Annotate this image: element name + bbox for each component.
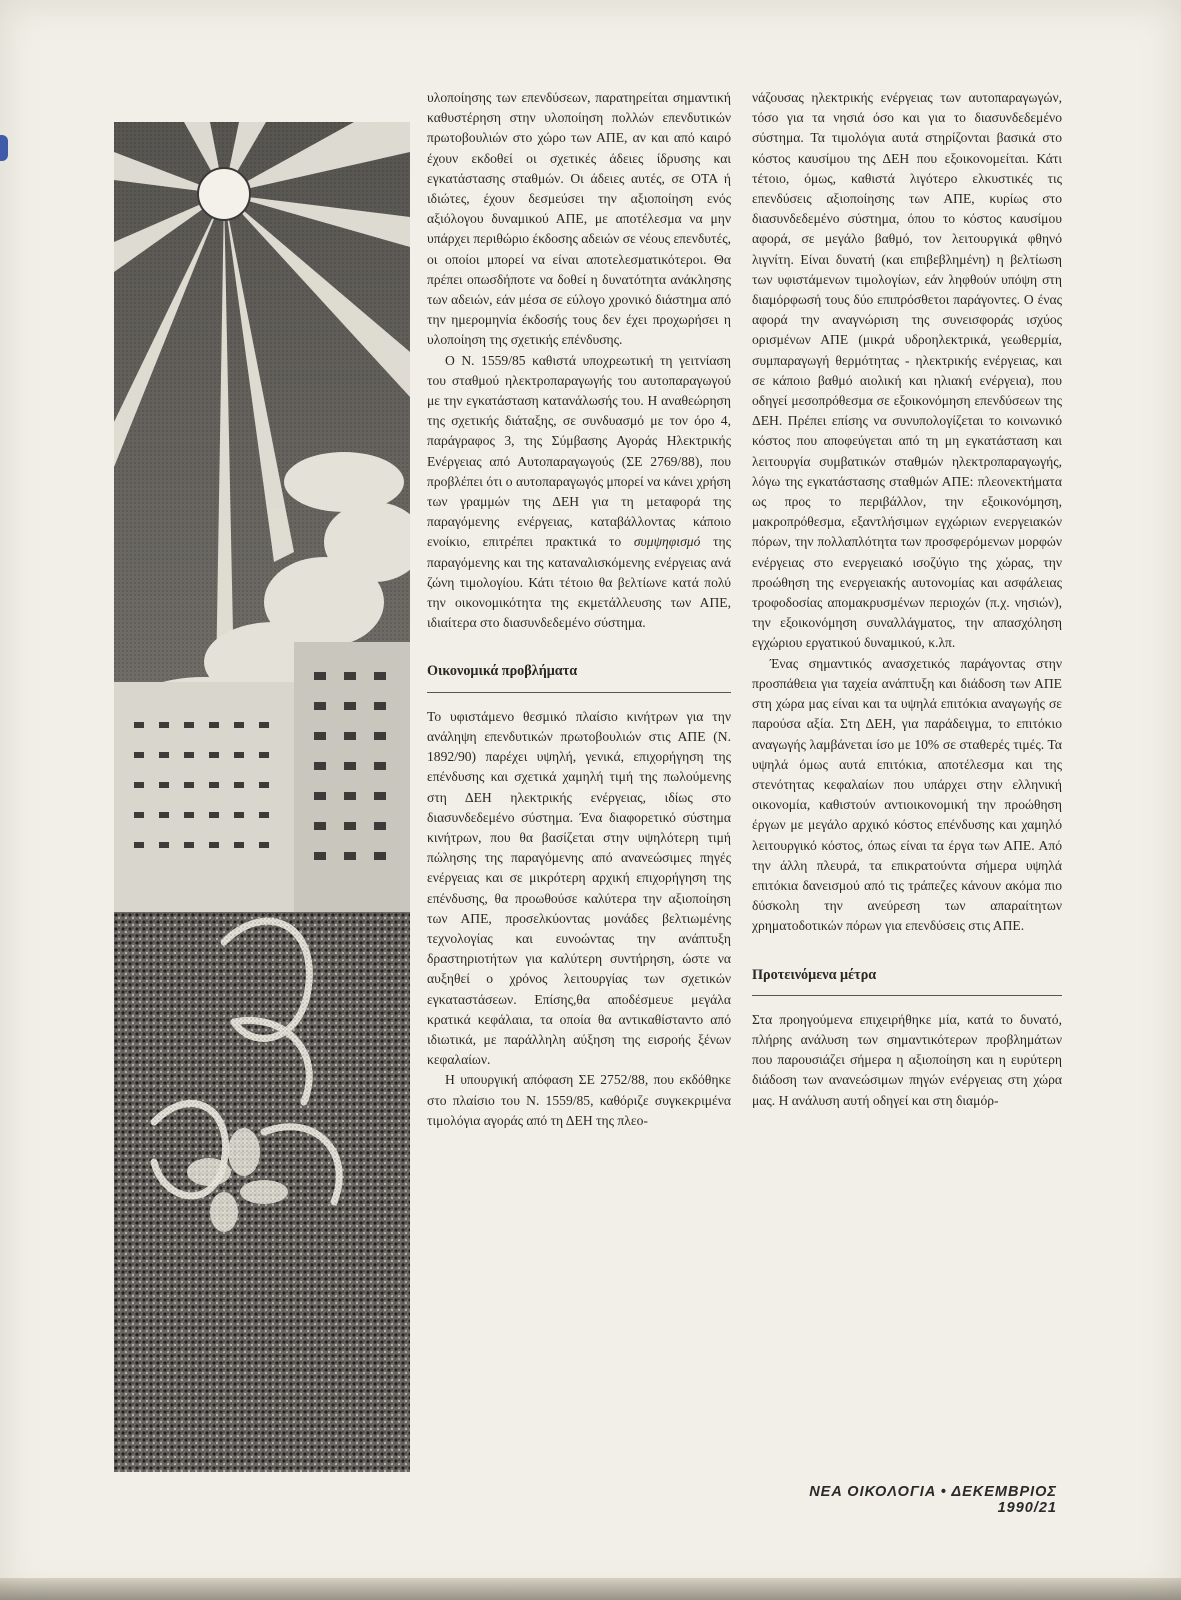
section-heading: Προτεινόμενα μέτρα — [752, 965, 1062, 996]
page-bottom-edge — [0, 1578, 1181, 1600]
paragraph-text: της παραγόμενης και της καταναλισκόμενης ενέργειας ανά ζώνη τιμολογίου. Κάτι τέτοιο θα βελτίωνε κατά πολύ την οικονομικότητα της εκμετάλλευσης των ΑΠΕ, ιδιαίτερα στο διασυνδεδεμένο σύστημα. — [427, 534, 731, 631]
left-text-column — [427, 88, 731, 1131]
binding-mark — [0, 135, 8, 161]
page-footer: ΝΕΑ ΟΙΚΟΛΟΓΙΑ • ΔΕΚΕΜΒΡΙΟΣ 1990/21 — [809, 1484, 1057, 1516]
paragraph: νάζουσας ηλεκτρικής ενέργειας των αυτοπαραγωγών, τόσο για τα νησιά όσο και για το διασυνδεδεμένο σύστημα. Τα τιμολόγια αυτά στηρίζονται βασικά στο κόστος καυσίμου της ΔΕΗ που εξοικονομείται. Κάτι τέτοιο, όμως, καθιστά λιγότερο ελκυστικές τις επενδύσεις αξιοποίησης των ΑΠΕ, κυρίως στο διασυνδεδεμένο σύστημα, όπου το κόστος καυσίμου αφορά, σε μεγάλο βαθμό, τον λειτουργικά φθηνό λιγνίτη. Είναι δυνατή (και επιβεβλημένη) η βελτίωση των υφιστάμενων τιμολογίων, εάν ληφθούν υπόψη στη διαμόρφωσή τους δύο επιπρόσθετοι παράγοντες. Ο ένας αφορά την αναγνώριση της συνεισφοράς ισχύος ορισμένων ΑΠΕ (μικρά υδροηλεκτρικά, γεωθερμία, συμπαραγωγή θερμότητας - ηλεκτρικής ενέργειας, και σε κάποιο βαθμό αιολική και ηλιακή ενέργεια), που οδηγεί μεσοπρόθεσμα σε εξοικονόμηση επενδύσεων της ΔΕΗ. Πρέπει επίσης να συνυπολογίζεται το κοινωνικό κόστος που αποφεύγεται από τη μη εγκατάσταση και λειτουργία συμβατικών σταθμών ηλεκτροπαραγωγής, λόγω της εγκατάστασης σταθμών ΑΠΕ: πλεονεκτήματα ως προς το περιβάλλον, την εξοικονόμηση, μακροπρόθεσμα, εξαντλήσιμων εγχώριων ενεργειακών πόρων, την πολλαπλότητα των προσφερόμενων μορφών ενέργειας στο ενεργειακό ισοζύγιο της χώρας, την προώθηση της ενεργειακής αυτονομίας και ασφάλειας τροφοδοσίας απομακρυσμένων περιοχών (π.χ. νησιών), την εξοικονόμηση συναλλάγματος, την απασχόληση εγχώριου εργατικού δυναμικού, κ.λπ. — [752, 90, 1062, 651]
paragraph: Στα προηγούμενα επιχειρήθηκε μία, κατά το δυνατό, πλήρης ανάλυση των σημαντικότερων προβλημάτων που παρουσιάζει σήμερα η αξιοποίηση και η ευρύτερη διάδοση των ανανεώσιμων πηγών ενέργειας στη χώρα μας. Η ανάλυση αυτή οδηγεί και στη διαμόρ- — [752, 1011, 1062, 1108]
right-text-column — [752, 88, 1062, 1111]
paragraph: Η υπουργική απόφαση ΣΕ 2752/88, που εκδόθηκε στο πλαίσιο του Ν. 1559/85, καθόριζε συγκεκριμένα τιμολόγια αγοράς από τη ΔΕΗ της πλεο- — [427, 1072, 731, 1128]
sun-city-illustration — [114, 122, 410, 1472]
paragraph: Το υφιστάμενο θεσμικό πλαίσιο κινήτρων για την ανάληψη επενδυτικών πρωτοβουλιών στις ΑΠΕ (Ν. 1892/90) παρέχει υψηλή, γενικά, επιχορήγηση της επένδυσης και σχετικά χαμηλή τιμή της πωλούμενης στη ΔΕΗ ηλεκτρικής ενέργειας, ιδίως στο διασυνδεδεμένο σύστημα. Ένα διαφορετικό σύστημα κινήτρων, που θα βασίζεται στην υψηλότερη τιμή πώλησης της παραγόμενης από ανανεώσιμες πηγές ενέργειας και σε μικρότερη αρχική επιχορήγηση της επένδυσης, θα προωθούσε καλύτερα την αξιοποίηση των ΑΠΕ, προσελκύοντας μονάδες βελτιωμένης τεχνολογίας και ευνοώντας την ανάπτυξη δραστηριοτήτων για καλύτερη συντήρηση, ώστε να αυξηθεί ο χρόνος λειτουργίας των σχετικών εγκαταστάσεων. Επίσης,θα αποδέσμευε μεγάλα κρατικά κεφάλαια, τα οποία θα αντικαθίσταντο από ιδιωτικά, με παράλληλη αύξηση της εισροής ξένων κεφαλαίων. — [427, 708, 731, 1068]
paragraph-text: Ο Ν. 1559/85 καθιστά υποχρεωτική τη γειτνίαση του σταθμού ηλεκτροπαραγωγής του αυτοπαραγωγού με την εγκατάσταση κατανάλωσής του. Η αναθεώρηση της σχετικής διάταξης, σε συνδυασμό με τον όρο 4, παράγραφος 3, της Σύμβασης Αγοράς Ηλεκτρικής Ενέργειας από Αυτοπαραγωγούς (ΣΕ 2769/88), που προβλέπει ότι ο αυτοπαραγωγός μπορεί να κάνει χρήση των γραμμών της ΔΕΗ για τη μεταφορά της παραγόμενης ενέργειας, καταβάλλοντας κάποιο ενοίκιο, επιτρέπει πρακτικά το — [427, 352, 731, 550]
paragraph: υλοποίησης των επενδύσεων, παρατηρείται σημαντική καθυστέρηση στην υλοποίηση πολλών επενδυτικών πρωτοβουλιών στο χώρο των ΑΠΕ, αν και από καιρό έχουν εκδοθεί οι σχετικές άδειες ίδρυσης και εγκατάστασης σταθμών. Οι άδειες αυτές, σε ΟΤΑ ή ιδιώτες, έχουν δεσμεύσει την αξιοποίηση ενός αξιόλογου δυναμικού ΑΠΕ, με αποτέλεσμα να μην υπάρχει περιθώριο έκδοσης αδειών σε νέους επενδυτές, οι οποίοι μπορεί να είναι αποτελεσματικότεροι. Θα πρέπει οπωσδήποτε να δοθεί η δυνατότητα ανάκλησης των αδειών, εάν μέσα σε εύλογο χρονικό διάστημα από την ημερομηνία έκδοσής τους δεν έχει προχωρήσει η υλοποίηση της σχετικής επένδυσης. — [427, 90, 731, 348]
paragraph: Ένας σημαντικός ανασχετικός παράγοντας στην προσπάθεια για ταχεία ανάπτυξη και διάδοση των ΑΠΕ στη χώρα μας είναι και τα υψηλά επιτόκια αναγωγής σε παρούσα αξία. Στη ΔΕΗ, για παράδειγμα, το επιτόκιο αναγωγής λαμβάνεται ίσο με 10% σε σταθερές τιμές. Τα υψηλά όμως αυτά επιτόκια, αποτέλεσμα και της στενότητας κεφαλαίων που υπάρχει στην ελληνική οικονομία, καθιστούν αντιοικονομική την προώθηση έργων με μεγάλο αρχικό κόστος επένδυσης και χαμηλό λειτουργικό κόστος, όπως είναι τα έργα των ΑΠΕ. Από την άλλη πλευρά, τα επικρατούντα σήμερα υψηλά επιτόκια δανεισμού από τις τράπεζες κάνουν ακόμα πιο δύσκολη την ανεύρεση των απαραίτητων χρηματοδοτικών πόρων για επενδύσεις στις ΑΠΕ. — [752, 655, 1062, 934]
emphasis-text: συμψηφισμό — [633, 534, 701, 550]
paragraph — [427, 351, 731, 634]
section-heading: Οικονομικά προβλήματα — [427, 661, 731, 692]
